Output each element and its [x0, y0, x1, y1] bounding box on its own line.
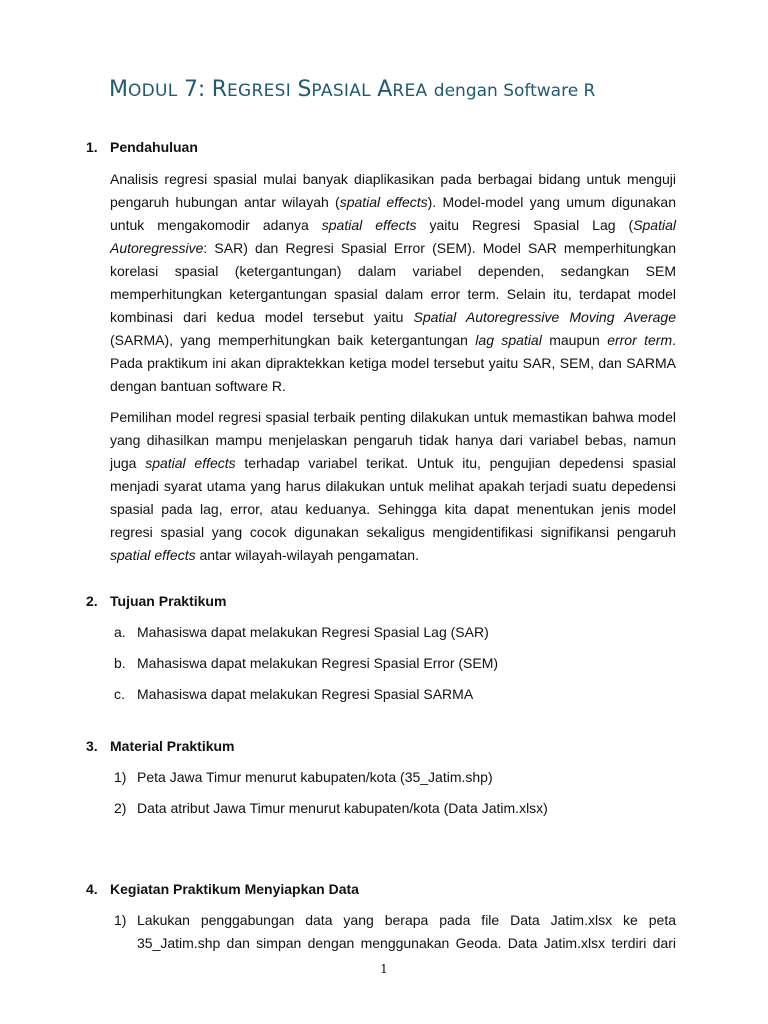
- list-item-text: Data atribut Jawa Timur menurut kabupaten/kota (Data Jatim.xlsx): [137, 800, 548, 816]
- materials-list: [86, 766, 676, 820]
- section-kegiatan-praktikum: [86, 878, 676, 955]
- title-part: M: [109, 77, 128, 102]
- activities-list: [86, 909, 676, 955]
- title-part: EGRESI: [227, 81, 292, 101]
- text-run-italic: spatial effects: [145, 455, 236, 471]
- text-run-italic: lag spatial: [475, 332, 542, 348]
- title-part: S: [297, 77, 312, 102]
- list-item-text: Mahasiswa dapat melakukan Regresi Spasial Lag (SAR): [137, 624, 489, 640]
- paragraph-model-selection: [110, 406, 676, 567]
- list-item-text: Mahasiswa dapat melakukan Regresi Spasial Error (SEM): [137, 655, 499, 671]
- list-marker: a.: [114, 624, 126, 640]
- text-run: yaitu Regresi Spasial Lag (: [416, 217, 634, 233]
- title-part: R: [211, 77, 228, 102]
- list-marker: c.: [114, 686, 125, 702]
- title-part: dengan Software R: [433, 81, 596, 101]
- section-heading: [86, 590, 676, 613]
- text-run: . Pada praktikum ini akan dipraktekkan ketiga model tersebut yaitu SAR, SEM, dan SARMA dengan bantuan software R.: [110, 332, 677, 394]
- text-run-italic: spatial effects: [321, 217, 417, 233]
- list-marker: 1): [114, 769, 127, 785]
- section-number: 3.: [86, 738, 98, 754]
- section-number: 4.: [86, 881, 98, 897]
- list-item: [86, 909, 676, 955]
- section-number: 1.: [86, 139, 98, 155]
- section-tujuan-praktikum: [86, 590, 676, 706]
- text-run-italic: spatial effects: [110, 547, 196, 563]
- list-marker: 1): [114, 912, 127, 928]
- section-title: Tujuan Praktikum: [110, 593, 227, 609]
- list-marker: 2): [114, 800, 127, 816]
- section-title: Material Praktikum: [110, 738, 235, 754]
- section-title: Pendahuluan: [110, 139, 198, 155]
- text-run-italic: Spatial Autoregressive: [110, 217, 676, 256]
- text-run: terhadap variabel terikat. Untuk itu, pengujian depedensi spasial menjadi syarat utama yang harus dilakukan untuk melihat apakah terjadi suatu depedensi spasial pada lag, error, atau keduanya. Sehingga kita dapat menentukan jenis model regresi spasial yang cocok digunakan sekaligus mengidentifikasi signifikansi pengaruh: [110, 455, 676, 540]
- text-run: Analisis regresi spasial mulai banyak diaplikasikan pada berbagai bidang untuk menguji pengaruh hubungan antar wilayah (: [110, 171, 676, 210]
- paragraph-intro: [110, 168, 676, 398]
- section-number: 2.: [86, 593, 98, 609]
- text-run-italic: Spatial Autoregressive Moving Average: [413, 309, 676, 325]
- title-part: 7:: [183, 77, 206, 102]
- section-heading: [86, 735, 676, 758]
- list-item-text-line: Lakukan penggabungan data yang berapa pada file Data Jatim.xlsx ke peta: [137, 912, 676, 928]
- text-run: (SARMA), yang memperhitungkan baik ketergantungan: [110, 332, 476, 348]
- text-run: : SAR) dan Regresi Spasial Error (SEM). Model SAR memperhitungkan korelasi spasial (ketergantungan) dalam variabel dependen, sedangkan SEM memperhitungkan ketergantungan spasial dalam error term. Selain itu, terdapat model kombinasi dari kedua model tersebut yaitu: [110, 240, 676, 325]
- text-run: maupun: [541, 332, 608, 348]
- list-item: [86, 621, 676, 644]
- title-part: PASIAL: [311, 81, 371, 101]
- section-heading: [86, 136, 676, 159]
- title-part: ODUL: [127, 81, 178, 101]
- list-item-text: Mahasiswa dapat melakukan Regresi Spasial SARMA: [137, 686, 474, 702]
- section-title: Kegiatan Praktikum Menyiapkan Data: [110, 881, 359, 897]
- section-pendahuluan: [86, 136, 676, 567]
- list-item: [86, 797, 676, 820]
- title-part: REA: [392, 81, 428, 101]
- list-item: [86, 766, 676, 789]
- text-run: antar wilayah-wilayah pengamatan.: [195, 547, 419, 563]
- text-run-italic: spatial effects: [339, 194, 428, 210]
- list-item: [86, 652, 676, 675]
- text-run: ). Model-model yang umum digunakan untuk mengakomodir adanya: [110, 194, 676, 233]
- list-item-text: Peta Jawa Timur menurut kabupaten/kota (35_Jatim.shp): [137, 769, 493, 785]
- page-number: 1: [380, 962, 388, 976]
- section-heading: [86, 878, 676, 901]
- document-title: [109, 74, 595, 106]
- section-material-praktikum: [86, 735, 676, 820]
- text-run-italic: error term: [607, 332, 673, 348]
- list-marker: b.: [114, 655, 126, 671]
- objectives-list: [86, 621, 676, 706]
- text-run: Pemilihan model regresi spasial terbaik penting dilakukan untuk memastikan bahwa model yang dihasilkan mampu menjelaskan pengaruh tidak hanya dari variabel bebas, namun juga: [110, 409, 676, 471]
- title-part: A: [377, 77, 393, 102]
- list-item: [86, 683, 676, 706]
- list-item-text-line: 35_Jatim.shp dan simpan dengan menggunakan Geoda. Data Jatim.xlsx terdiri dari: [137, 935, 676, 951]
